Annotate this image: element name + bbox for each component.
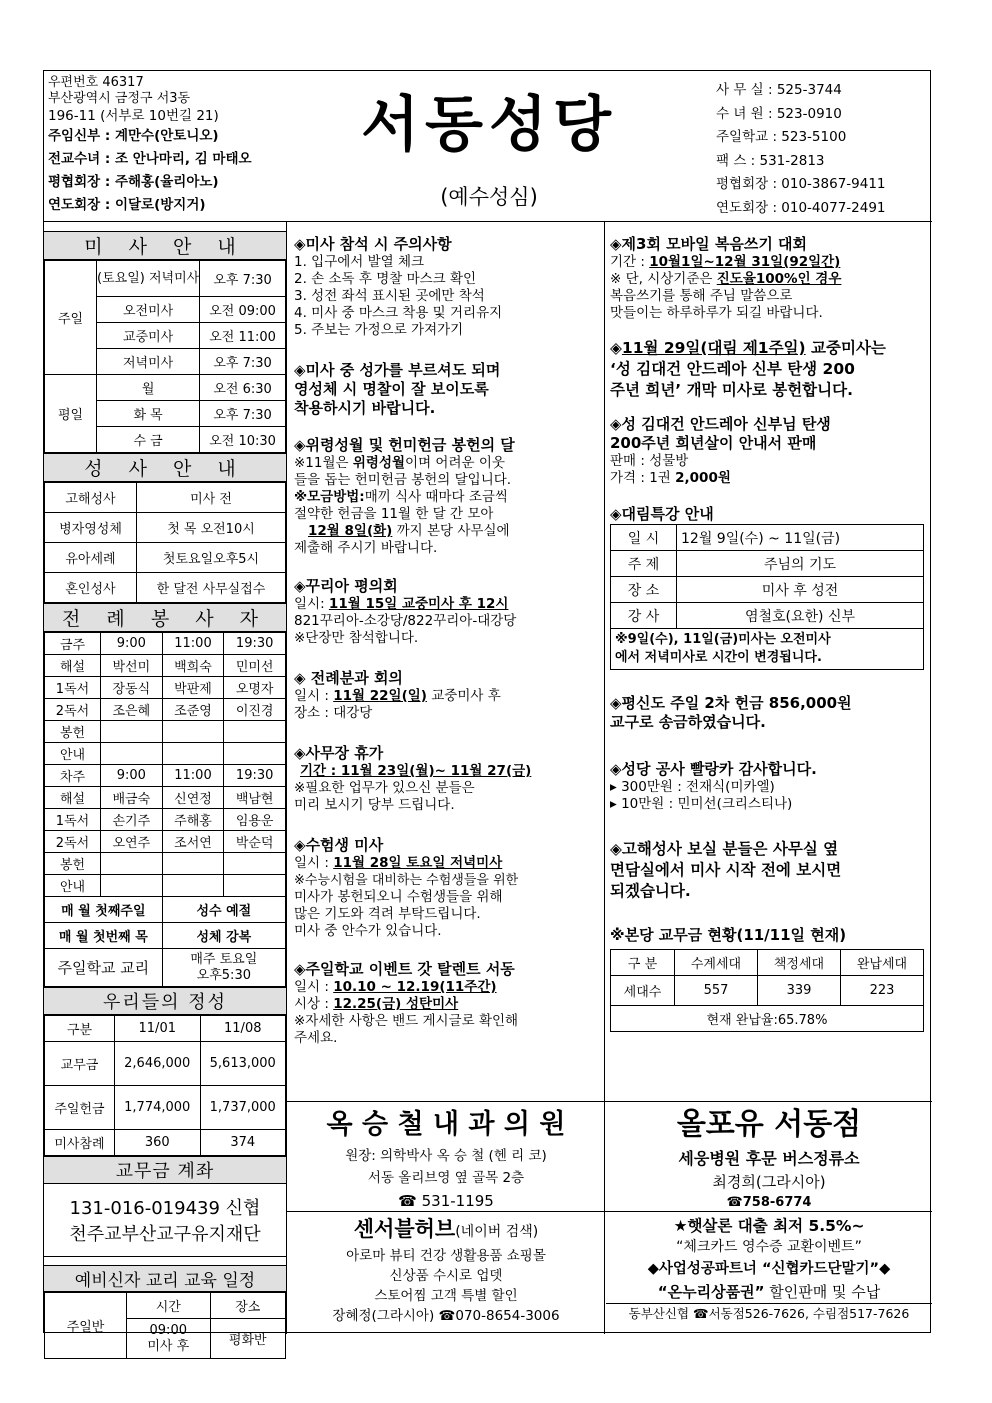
offering-value: 1,774,000 [115, 1086, 201, 1130]
text-span: 까지 본당 사무실에 [392, 523, 510, 539]
mass-day: 화 목 [97, 401, 200, 427]
lecture-table [610, 524, 924, 670]
ad-herb-name: 센서블허브 [353, 1217, 456, 1241]
sacrament-table [44, 482, 286, 603]
staff-line: 평협회장 : 주해홍(율리아노) [48, 174, 219, 190]
catechumen-time: 09:00 [149, 1322, 187, 1338]
server-role: 봉헌 [45, 853, 101, 875]
text-line: 절약한 헌금을 11월 한 달 간 모아 [294, 506, 494, 522]
contact-line: 수 녀 원 : 523-0910 [716, 105, 842, 122]
server-name: 손기주 [101, 809, 163, 831]
servers-table [44, 632, 286, 987]
section-title: ◈미사 참석 시 주의사항 [294, 235, 452, 253]
dues-head: 책정세대 [758, 950, 841, 976]
monthly-event: 매 월 첫번째 목 [45, 923, 163, 949]
offering-value: 5,613,000 [200, 1042, 286, 1086]
notice-line: 착용하시기 바랍니다. [294, 399, 436, 417]
address-line: 부산광역시 금정구 서3동 [48, 91, 191, 106]
server-name: 조서연 [162, 831, 224, 853]
text-line: ▸ 300만원 : 전재식(미카엘) [610, 779, 775, 795]
ad-line: 서동 올리브영 옆 골목 2층 [367, 1170, 525, 1186]
right-column [610, 235, 928, 1032]
catechumen-head: 장소 [210, 1293, 285, 1319]
sacrament-title: 성 사 안 내 [44, 453, 286, 482]
text-line: ※수능시험을 대비하는 수험생들을 위한 [294, 873, 519, 888]
ad-credit-union [606, 1215, 932, 1324]
ad-line: 아로마 뷰티 건강 생활용품 쇼핑몰 [346, 1248, 546, 1264]
server-name [101, 875, 163, 897]
mass-title: 미 사 안 내 [44, 232, 286, 260]
mass-table [44, 260, 286, 453]
notice-line: ◈고해성사 보실 분들은 사무실 옆 [610, 840, 839, 858]
text-line: 복음쓰기를 통해 주님 말씀으로 [610, 288, 793, 304]
server-name: 신연정 [162, 787, 224, 809]
server-name: 박순덕 [224, 831, 286, 853]
text-span: 10월1일~12월 31일(92일간) [649, 254, 841, 270]
weekday-label: 평일 [45, 375, 97, 453]
text-line: 2. 손 소독 후 명찰 마스크 확인 [294, 271, 477, 287]
offering-head: 11/01 [115, 1016, 201, 1042]
school-label: 주일학교 교리 [45, 949, 163, 987]
mass-name: (토요일) 저녁미사 [97, 261, 200, 297]
text-span: ※모금방법: [294, 489, 365, 505]
server-name: 박판제 [162, 677, 224, 699]
server-name: 민미선 [224, 655, 286, 677]
server-name [224, 853, 286, 875]
mass-time: 오전 6:30 [200, 375, 286, 401]
server-name [101, 853, 163, 875]
server-role: 2독서 [45, 831, 101, 853]
text-span: 교중미사는 [805, 339, 886, 357]
offering-table [44, 1015, 286, 1156]
text-line: 많은 기도와 격려 부탁드립니다. [294, 906, 481, 922]
col-divider [604, 221, 605, 1101]
text-span: “온누리상품권” [657, 1283, 765, 1301]
catechumen-time: 미사 후 [147, 1338, 190, 1354]
section-title: ◈주일학교 이벤트 갓 탈렌트 서동 [294, 960, 515, 978]
address-line: 196-11 (서부로 10번길 21) [48, 108, 219, 124]
mass-time: 오전 10:30 [200, 427, 286, 453]
offering-title: 우리들의 정성 [44, 987, 286, 1015]
servers-head: 11:00 [162, 633, 224, 655]
text-line: 5. 주보는 가정으로 가져가기 [294, 322, 464, 338]
offering-label: 주일헌금 [45, 1086, 115, 1130]
mass-day: 수 금 [97, 427, 200, 453]
account-holder: 천주교부산교구유지재단 [69, 1224, 261, 1245]
server-name: 임용운 [224, 809, 286, 831]
mass-time: 오후 7:30 [200, 261, 286, 297]
sacrament-name: 병자영성체 [45, 513, 137, 543]
ad-line: 세웅병원 후문 버스정류소 [678, 1149, 860, 1168]
text-span: 교중미사 후 [426, 688, 501, 704]
notice-line: 되겠습니다. [610, 882, 691, 900]
server-role: 해설 [45, 655, 101, 677]
contact-line: 사 무 실 : 525-3744 [716, 82, 842, 98]
server-name [162, 721, 224, 743]
text-span: 2,000원 [675, 470, 731, 486]
monthly-event: 성수 예절 [162, 897, 285, 923]
staff-line: 주임신부 : 계만수(안토니오) [48, 128, 219, 144]
server-name [101, 743, 163, 765]
text-line: 미사가 봉헌되오니 수험생들을 위해 [294, 889, 503, 905]
text-span: 11월 22일(일) [333, 688, 427, 704]
notice-line: 영성체 시 명찰이 잘 보이도록 [294, 380, 489, 398]
server-name [162, 853, 224, 875]
catechumen-title: 예비신자 교리 교육 일정 [44, 1265, 286, 1292]
school-time: 오후5:30 [196, 967, 251, 983]
text-span: 이며 어려운 이웃 [405, 455, 505, 471]
account-number: 131-016-019439 신협 [69, 1198, 261, 1219]
server-name [224, 875, 286, 897]
catechumen-place: 평화반 [210, 1319, 285, 1359]
school-time: 매주 토요일 [190, 951, 258, 967]
text-span: ※11월은 [294, 455, 353, 471]
server-name: 박선미 [101, 655, 163, 677]
account-title: 교무금 계좌 [44, 1156, 286, 1184]
server-name: 장동식 [101, 677, 163, 699]
catechumen-table [44, 1292, 286, 1359]
mass-day: 월 [97, 375, 200, 401]
lecture-note: ※9일(수), 11일(금)미사는 오전미사 [615, 632, 831, 647]
mass-name: 교중미사 [97, 323, 200, 349]
server-role: 1독서 [45, 677, 101, 699]
servers-head: 19:30 [224, 765, 286, 787]
section-title: ◈성당 공사 빨랑카 감사합니다. [610, 760, 817, 778]
contact-line: 연도회장 : 010-4077-2491 [716, 199, 886, 216]
lecture-value: 염철호(요한) 신부 [677, 603, 924, 629]
lecture-note: 에서 저녁미사로 시간이 변경됩니다. [615, 650, 822, 665]
lecture-value: 미사 후 성전 [677, 577, 924, 603]
contact-line: 평협회장 : 010-3867-9411 [716, 176, 886, 192]
ad-herb [288, 1215, 604, 1326]
text-span: 시상 : [294, 996, 334, 1012]
text-line: 맛들이는 하루하루가 되길 바랍니다. [610, 305, 823, 321]
servers-head: 차주 [45, 765, 101, 787]
notice-line: ◈성 김대건 안드레아 신부님 탄생 [610, 415, 831, 433]
lecture-value: 12월 9일(수) ~ 11일(금) [677, 525, 924, 551]
notice-line: ‘성 김대건 안드레아 신부 탄생 200 [610, 360, 855, 378]
text-span: 12월 8일(화) [308, 523, 393, 539]
page-subtitle: (예수성심) [440, 185, 538, 209]
contacts [716, 79, 926, 220]
server-name [224, 743, 286, 765]
text-span: 12.25(금) 성탄미사 [333, 996, 459, 1012]
servers-head: 금주 [45, 633, 101, 655]
text-span: 기간 : [610, 254, 650, 270]
col-divider [286, 221, 287, 1334]
server-name: 주해홍 [162, 809, 224, 831]
text-line: ※자세한 사항은 밴드 게시글로 확인해 [294, 1013, 519, 1029]
server-role: 2독서 [45, 699, 101, 721]
address-line: 우편번호 46317 [48, 75, 144, 90]
notice-line: 200주년 희년살이 안내서 판매 [610, 434, 817, 452]
text-span: 10.10 ~ 12.19(11주간) [333, 979, 497, 995]
server-name: 오명자 [224, 677, 286, 699]
text-span: 11월 29일(대림 제1주일) [621, 339, 806, 357]
server-name [162, 875, 224, 897]
servers-title: 전 례 봉 사 자 [44, 603, 286, 632]
section-title: ◈꾸리아 평의회 [294, 577, 398, 595]
middle-column [294, 235, 600, 1047]
server-role: 안내 [45, 875, 101, 897]
dues-value: 557 [675, 976, 758, 1006]
sunday-label: 주일 [45, 261, 97, 375]
section-title: ◈위령성월 및 헌미헌금 봉헌의 달 [294, 436, 515, 454]
notice-line: ◈미사 중 성가를 부르셔도 되며 [294, 361, 501, 379]
text-line: 4. 미사 중 마스크 착용 및 거리유지 [294, 305, 503, 321]
text-line: 주세요. [294, 1030, 338, 1046]
sacrament-name: 혼인성사 [45, 573, 137, 603]
ad-line: 동부산신협 ☎서동점526-7626, 수림점517-7626 [606, 1303, 932, 1324]
sacrament-info: 미사 전 [137, 483, 286, 513]
ad-line: 신상품 수시로 업뎃 [389, 1268, 503, 1284]
mass-name: 저녁미사 [97, 349, 200, 375]
page-title: 서동성당 [361, 90, 617, 160]
offering-value: 374 [200, 1130, 286, 1156]
server-name: 조은혜 [101, 699, 163, 721]
text-span: 일시 : [294, 855, 334, 871]
mass-time: 오후 7:30 [200, 349, 286, 375]
server-role: 봉헌 [45, 721, 101, 743]
section-title: ※본당 교무금 현황(11/11일 현재) [610, 926, 847, 944]
ad-clinic [288, 1105, 604, 1213]
lecture-value: 주님의 기도 [677, 551, 924, 577]
mass-time: 오전 11:00 [200, 323, 286, 349]
text-line: 821꾸리아-소강당/822꾸리아-대강당 [294, 613, 517, 629]
servers-head: 9:00 [101, 633, 163, 655]
catechumen-head: 시간 [127, 1293, 211, 1319]
servers-head: 19:30 [224, 633, 286, 655]
server-name: 백남현 [224, 787, 286, 809]
section-title: ◈수험생 미사 [294, 836, 384, 854]
text-span: ※ 단, 시상기준은 [610, 271, 717, 287]
server-name [101, 721, 163, 743]
offering-value: 360 [115, 1130, 201, 1156]
text-line: 기간 : 11월 23일(월)~ 11월 27(금) [300, 763, 532, 779]
dues-rate: 현재 완납율:65.78% [611, 1006, 924, 1032]
dues-value: 339 [758, 976, 841, 1006]
dues-head: 수계세대 [675, 950, 758, 976]
text-line: 1. 입구에서 발열 체크 [294, 254, 425, 270]
notice-line: ◈평신도 주일 2차 헌금 856,000원 [610, 694, 852, 712]
monthly-event: 성체 강복 [162, 923, 285, 949]
offering-label: 미사참례 [45, 1130, 115, 1156]
notice-line: 주년 희년’ 개막 미사로 봉헌합니다. [610, 381, 853, 399]
ad-line: 최경희(그라시아) [712, 1173, 826, 1191]
text-line: 3. 성전 좌석 표시된 곳에만 착석 [294, 288, 485, 304]
text-line: ※필요한 업무가 있으신 분들은 [294, 780, 475, 796]
dues-head: 구 분 [611, 950, 675, 976]
mass-time: 오후 7:30 [200, 401, 286, 427]
header-divider [44, 221, 932, 222]
ad-line: ☎ 531-1195 [398, 1192, 494, 1210]
ad-line: 장혜정(그라시아) ☎070-8654-3006 [332, 1308, 560, 1324]
notice-line: 교구로 송금하였습니다. [610, 713, 766, 731]
staff-line: 연도회장 : 이달로(방지거) [48, 197, 206, 213]
ads-divider [286, 1101, 932, 1102]
server-name: 배금숙 [101, 787, 163, 809]
ad-line: ★햇살론 대출 최저 5.5%~ [673, 1217, 865, 1235]
section-title: ◈사무장 휴가 [294, 744, 384, 762]
section-title: ◈ 전례분과 회의 [294, 669, 403, 687]
server-name [224, 721, 286, 743]
mass-name: 오전미사 [97, 297, 200, 323]
monthly-event: 매 월 첫째주일 [45, 897, 163, 923]
section-title: ◈제3회 모바일 복음쓰기 대회 [610, 235, 808, 253]
text-span: 매끼 식사 때마다 조금씩 [364, 489, 508, 505]
text-span: 일시: [294, 596, 329, 612]
header-left [48, 75, 318, 217]
server-role: 안내 [45, 743, 101, 765]
lecture-label: 일 시 [611, 525, 677, 551]
section-title: ◈대림특강 안내 [610, 505, 714, 523]
bulletin-page [43, 70, 931, 1354]
ad-shop [606, 1103, 932, 1213]
contact-line: 주일학교 : 523-5100 [716, 129, 847, 145]
text-line: 들을 돕는 헌미헌금 봉헌의 달입니다. [294, 472, 512, 488]
sacrament-info: 첫토요일오후5시 [137, 543, 286, 573]
server-role: 1독서 [45, 809, 101, 831]
contact-line: 팩 스 : 531-2813 [716, 152, 825, 169]
offering-head: 구분 [45, 1016, 115, 1042]
staff-line: 전교수녀 : 조 안나마리, 김 마태오 [48, 151, 252, 167]
server-name: 오연주 [101, 831, 163, 853]
offering-value: 1,737,000 [200, 1086, 286, 1130]
lecture-label: 장 소 [611, 577, 677, 603]
ad-line: ◆사업성공파트너 “신협카드단말기”◆ [647, 1261, 891, 1277]
text-span: ◈ [610, 339, 622, 357]
dues-label: 세대수 [611, 976, 675, 1006]
text-line: 미사 중 안수가 있습니다. [294, 923, 442, 939]
ad-line: ☎758-6774 [726, 1195, 812, 1210]
offering-head: 11/08 [200, 1016, 286, 1042]
ad-shop-name: 올포유 서동점 [676, 1107, 862, 1142]
ad-line: “체크카드 영수증 교환이벤트” [676, 1239, 862, 1255]
ad-herb-sub: (네이버 검색) [455, 1224, 539, 1240]
server-name [162, 743, 224, 765]
text-line: ※단장만 참석합니다. [294, 630, 419, 646]
text-span: 진도율100%인 경우 [716, 271, 842, 287]
text-span: 일시 : [294, 979, 334, 995]
sacrament-name: 고해성사 [45, 483, 137, 513]
offering-value: 2,646,000 [115, 1042, 201, 1086]
sacrament-name: 유아세례 [45, 543, 137, 573]
ad-line: 스토어찜 고객 특별 할인 [374, 1288, 518, 1304]
server-name: 백희숙 [162, 655, 224, 677]
lecture-label: 강 사 [611, 603, 677, 629]
mass-time: 오전 09:00 [200, 297, 286, 323]
text-span: 11월 15일 교중미사 후 12시 [328, 596, 509, 612]
dues-head: 완납세대 [841, 950, 924, 976]
servers-head: 11:00 [162, 765, 224, 787]
lecture-label: 주 제 [611, 551, 677, 577]
notice-line: 면담실에서 미사 시작 전에 보시면 [610, 861, 842, 879]
ad-line: 원장: 의학박사 옥 승 철 (헨 리 코) [345, 1148, 547, 1164]
catechumen-label: 주일반 [45, 1293, 127, 1359]
dues-value: 223 [841, 976, 924, 1006]
text-line: 판매 : 성물방 [610, 453, 689, 469]
text-line: 미리 보시기 당부 드립니다. [294, 797, 455, 813]
sacrament-info: 한 달전 사무실접수 [137, 573, 286, 603]
text-line: 장소 : 대강당 [294, 705, 373, 721]
sacrament-info: 첫 목 오전10시 [137, 513, 286, 543]
server-name: 조준영 [162, 699, 224, 721]
text-line: 제출해 주시기 바랍니다. [294, 540, 438, 556]
text-span: 가격 : 1권 [610, 470, 676, 486]
text-span: 일시 : [294, 688, 334, 704]
dues-table [610, 949, 924, 1032]
text-span: 위령성월 [352, 455, 406, 471]
text-span: 11월 28일 토요일 저녁미사 [333, 855, 503, 871]
ad-clinic-name: 옥 승 철 내 과 의 원 [326, 1109, 566, 1140]
server-name: 이진경 [224, 699, 286, 721]
servers-head: 9:00 [101, 765, 163, 787]
text-line: ▸ 10만원 : 민미선(크리스티나) [610, 796, 793, 812]
server-role: 해설 [45, 787, 101, 809]
offering-label: 교무금 [45, 1042, 115, 1086]
text-span: 할인판매 및 수납 [764, 1283, 881, 1301]
ads-col-divider [604, 1101, 605, 1334]
left-column [44, 231, 286, 1359]
